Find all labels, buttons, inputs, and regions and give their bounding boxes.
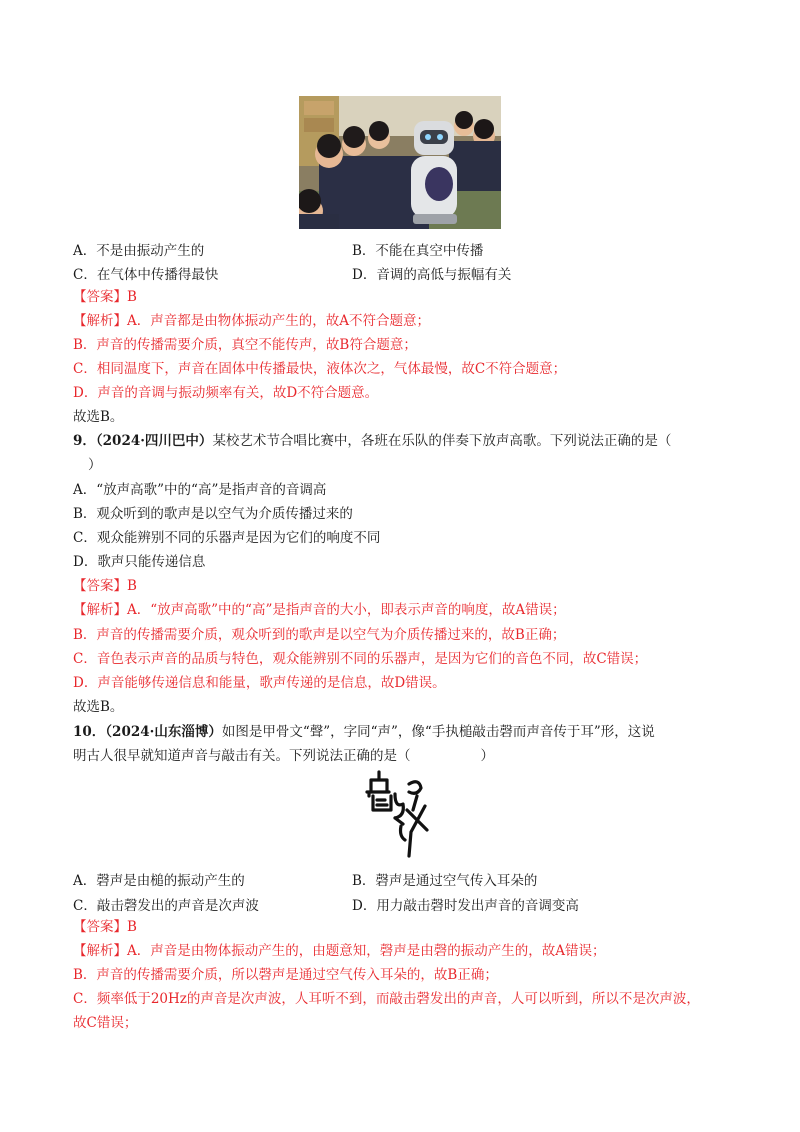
answer-label: 【答案】 — [73, 919, 127, 935]
q10-analysis-line-2: B．声音的传播需要介质，所以磬声是通过空气传入耳朵的，故B正确； — [73, 967, 498, 983]
q9-analysis-line-3: C．音色表示声音的品质与特色，观众能辨别不同的乐器声，是因为它们的音色不同，故C错误； — [73, 651, 648, 667]
q8-option-a: A．不是由振动产生的 — [73, 243, 205, 259]
question-stem: 某校艺术节合唱比赛中，各班在乐队的伴奏下放声高歌。下列说法正确的是（ — [212, 433, 672, 449]
answer-value: B — [127, 578, 137, 594]
q10-analysis-line-4: 故C错误； — [73, 1015, 138, 1031]
q10-option-a: A．磬声是由槌的振动产生的 — [73, 873, 245, 889]
q8-analysis-line-4: D．声音的音调与振动频率有关，故D不符合题意。 — [73, 385, 379, 401]
q9-analysis-line-2: B．声音的传播需要介质，观众听到的歌声是以空气为介质传播过来的，故B正确； — [73, 627, 566, 643]
q10-stem-line-2 — [73, 747, 494, 765]
answer-value: B — [127, 919, 137, 935]
q9-analysis-line-1 — [73, 601, 566, 619]
answer-label: 【答案】 — [73, 578, 127, 594]
q8-option-b: B．不能在真空中传播 — [352, 243, 484, 259]
analysis-text: A．声音是由物体振动产生的，由题意知，磬声是由磬的振动产生的，故A错误； — [127, 943, 606, 959]
question-source: （2024·四川巴中） — [95, 433, 213, 449]
q10-option-b: B．磬声是通过空气传入耳朵的 — [352, 873, 538, 889]
q8-option-d: D．音调的高低与振幅有关 — [352, 267, 512, 283]
analysis-label: 【解析】 — [73, 313, 127, 329]
q10-option-c: C．敲击磬发出的声音是次声波 — [73, 898, 259, 914]
q10-analysis-line-3: C．频率低于20Hz的声音是次声波，人耳听不到，而敲击磬发出的声音，人可以听到，所以不是次声波， — [73, 991, 700, 1007]
answer-label: 【答案】 — [73, 289, 127, 305]
q9-analysis-line-4: D．声音能够传递信息和能量，歌声传递的是信息，故D错误。 — [73, 675, 446, 691]
oracle-bone-character-image — [365, 770, 437, 858]
q10-option-d: D．用力敲击磬时发出声音的音调变高 — [352, 898, 579, 914]
question-stem: 明古人很早就知道声音与敲击有关。下列说法正确的是（ — [73, 748, 411, 764]
q9-stem — [73, 432, 671, 450]
analysis-label: 【解析】 — [73, 602, 127, 618]
q8-conclusion: 故选B。 — [73, 409, 124, 425]
question-number: 9． — [73, 433, 96, 449]
analysis-text: A．声音都是由物体振动产生的，故A不符合题意； — [127, 313, 430, 329]
q8-analysis-line-1 — [73, 312, 430, 330]
q9-stem-end: ） — [88, 457, 102, 473]
q9-conclusion: 故选B。 — [73, 699, 124, 715]
question-stem: 如图是甲骨文“聲”，字同“声”，像“手执槌敲击磬而声音传于耳”形，这说 — [221, 724, 655, 740]
analysis-text: A．“放声高歌”中的“高”是指声音的大小，即表示声音的响度，故A错误； — [127, 602, 566, 618]
question-number: 10． — [73, 724, 106, 740]
q9-option-b: B．观众听到的歌声是以空气为介质传播过来的 — [73, 506, 353, 522]
answer-value: B — [127, 289, 137, 305]
q9-answer — [73, 577, 137, 595]
q8-option-c: C．在气体中传播得最快 — [73, 267, 219, 283]
q10-stem-line-1 — [73, 723, 655, 741]
children-robot-photo — [299, 96, 501, 229]
q9-option-d: D．歌声只能传递信息 — [73, 554, 206, 570]
question-source: （2024·山东淄博） — [105, 724, 222, 740]
analysis-label: 【解析】 — [73, 943, 127, 959]
q8-analysis-line-3: C．相同温度下，声音在固体中传播最快，液体次之，气体最慢，故C不符合题意； — [73, 361, 567, 377]
q8-answer — [73, 288, 137, 306]
q9-option-c: C．观众能辨别不同的乐器声是因为它们的响度不同 — [73, 530, 381, 546]
question-stem-end: ） — [480, 748, 494, 764]
q9-option-a: A．“放声高歌”中的“高”是指声音的音调高 — [73, 482, 327, 498]
q10-analysis-line-1 — [73, 942, 606, 960]
q10-answer — [73, 918, 137, 936]
q8-analysis-line-2: B．声音的传播需要介质，真空不能传声，故B符合题意； — [73, 337, 417, 353]
